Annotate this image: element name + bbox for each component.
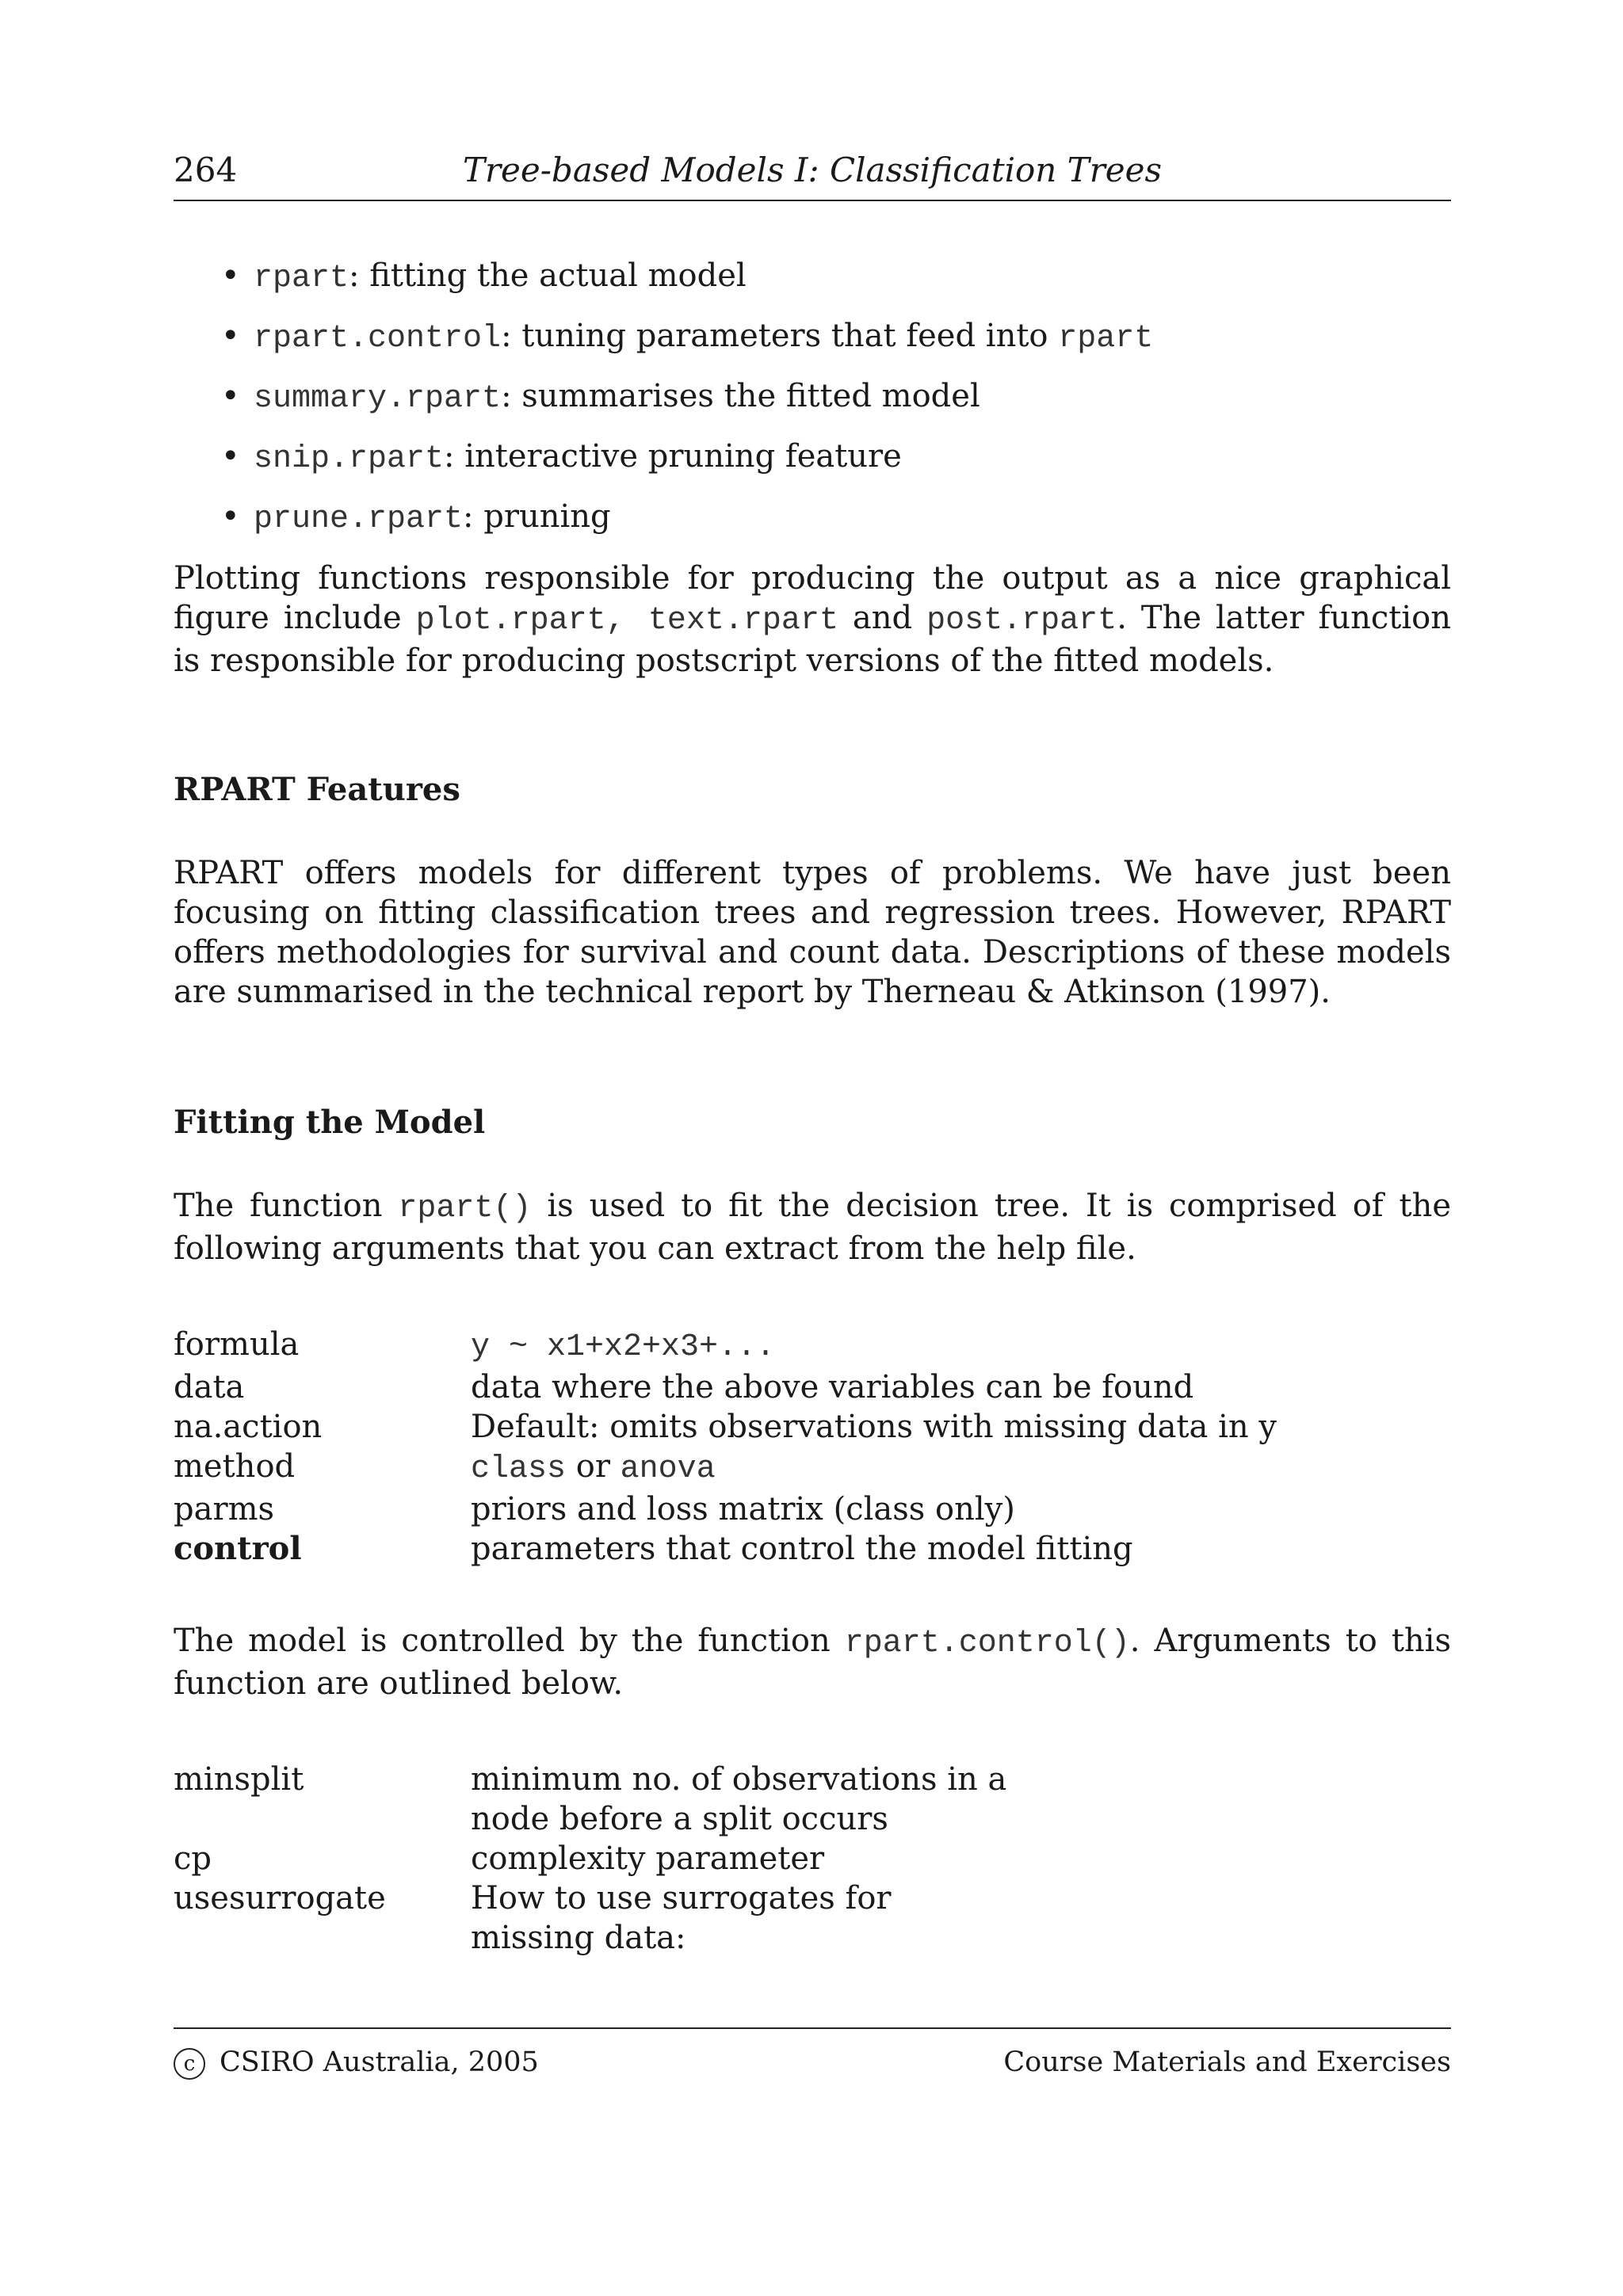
argument-description-text: or — [566, 1448, 621, 1485]
argument-name: data — [174, 1369, 245, 1405]
list-item — [221, 438, 1410, 498]
argument-description: complexity parameter — [471, 1840, 825, 1877]
page-header — [174, 151, 1451, 201]
argument-row — [174, 1760, 1451, 1839]
function-code: post.rpart — [926, 603, 1117, 639]
list-item-text: : summarises the fitted model — [501, 378, 980, 414]
function-code: rpart.control() — [844, 1626, 1130, 1661]
argument-row — [174, 1407, 1451, 1447]
argument-name: method — [174, 1448, 296, 1485]
paragraph-text: The function — [174, 1188, 399, 1224]
argument-row — [174, 1367, 1451, 1407]
argument-name: na.action — [174, 1409, 323, 1445]
argument-row — [174, 1529, 1451, 1569]
bullet-icon: • — [221, 257, 240, 294]
function-code: snip.rpart — [254, 441, 445, 477]
section-heading: Fitting the Model — [174, 1104, 486, 1141]
argument-name: usesurrogate — [174, 1880, 386, 1917]
control-paragraph — [174, 1621, 1451, 1703]
argument-list — [174, 1325, 1451, 1569]
list-item-text: : pruning — [463, 498, 611, 535]
argument-row — [174, 1447, 1451, 1489]
argument-row — [174, 1839, 1451, 1878]
list-item-text: : tuning parameters that feed into — [501, 318, 1059, 354]
fitting-paragraph — [174, 1186, 1451, 1268]
function-code: rpart() — [398, 1191, 532, 1226]
function-code: rpart — [254, 261, 349, 296]
argument-description: Default: omits observations with missing data in y — [471, 1409, 1277, 1445]
control-argument-list — [174, 1760, 1451, 1958]
function-code: summary.rpart — [254, 381, 502, 417]
list-item — [221, 257, 1410, 318]
argument-description — [471, 1325, 1451, 1367]
argument-description — [471, 1878, 1451, 1958]
list-item-text: : fitting the actual model — [349, 257, 747, 294]
argument-row — [174, 1325, 1451, 1367]
function-code: class — [471, 1451, 567, 1487]
argument-name: control — [174, 1530, 302, 1567]
copyright — [174, 2046, 539, 2080]
list-item — [221, 318, 1410, 378]
copyright-icon: c — [174, 2048, 205, 2080]
function-code: plot.rpart, text.rpart — [415, 603, 838, 639]
bullet-icon: • — [221, 318, 240, 354]
bullet-icon: • — [221, 498, 240, 535]
running-title: Tree-based Models I: Classification Trees — [462, 151, 1163, 189]
function-code: anova — [620, 1451, 716, 1487]
argument-description-line: missing data: — [471, 1920, 686, 1956]
argument-row — [174, 1489, 1451, 1529]
argument-name: parms — [174, 1491, 275, 1527]
features-paragraph: RPART offers models for different types of problems. We have just been focusing on fitting classification trees and regression trees. However, RPART offers methodologies for survival and count data. Descriptions of these models are summarised in the technical report by Therneau & Atkinson (1997). — [174, 855, 1451, 1010]
bullet-icon: • — [221, 378, 240, 414]
paragraph-text: . Arguments to this function are outlined below. — [174, 1623, 1452, 1702]
function-code: y ~ x1+x2+x3+... — [471, 1329, 776, 1365]
paragraph-text: and — [838, 600, 927, 636]
argument-description — [471, 1760, 1451, 1839]
function-code: prune.rpart — [254, 502, 464, 537]
argument-description-line: node before a split occurs — [471, 1801, 888, 1837]
copyright-text: CSIRO Australia, 2005 — [220, 2046, 539, 2078]
argument-description-line: How to use surrogates for — [471, 1880, 892, 1917]
argument-name: cp — [174, 1840, 212, 1877]
plotting-paragraph — [174, 559, 1451, 681]
course-title: Course Materials and Exercises — [1003, 2046, 1451, 2078]
argument-name: formula — [174, 1326, 300, 1363]
argument-description: priors and loss matrix (class only) — [471, 1491, 1015, 1527]
page-number: 264 — [174, 151, 238, 189]
paragraph-text: The model is controlled by the function — [174, 1623, 845, 1659]
paragraph-text: is used to fit the decision tree. It is comprised of the following arguments that you can extract from the help file. — [174, 1188, 1452, 1267]
page-footer — [174, 2027, 1451, 2078]
argument-name: minsplit — [174, 1761, 304, 1798]
argument-description — [471, 1447, 1451, 1489]
list-item — [221, 498, 1410, 559]
bullet-icon: • — [221, 438, 240, 475]
list-item — [221, 378, 1410, 438]
argument-description: parameters that control the model fitting — [471, 1531, 1133, 1567]
function-list — [221, 257, 1410, 559]
paragraph-text: . The latter function is responsible for producing postscript versions of the fitted models. — [174, 600, 1451, 679]
section-heading: RPART Features — [174, 771, 460, 808]
argument-description: data where the above variables can be found — [471, 1369, 1194, 1405]
list-item-text: : interactive pruning feature — [444, 438, 902, 475]
argument-row — [174, 1878, 1451, 1958]
paragraph-text: Plotting functions responsible for producing the output as a nice graphical figure include — [174, 560, 1451, 636]
function-code: rpart — [1058, 321, 1154, 357]
argument-description-line: minimum no. of observations in a — [471, 1761, 1007, 1798]
function-code: rpart.control — [254, 321, 502, 357]
